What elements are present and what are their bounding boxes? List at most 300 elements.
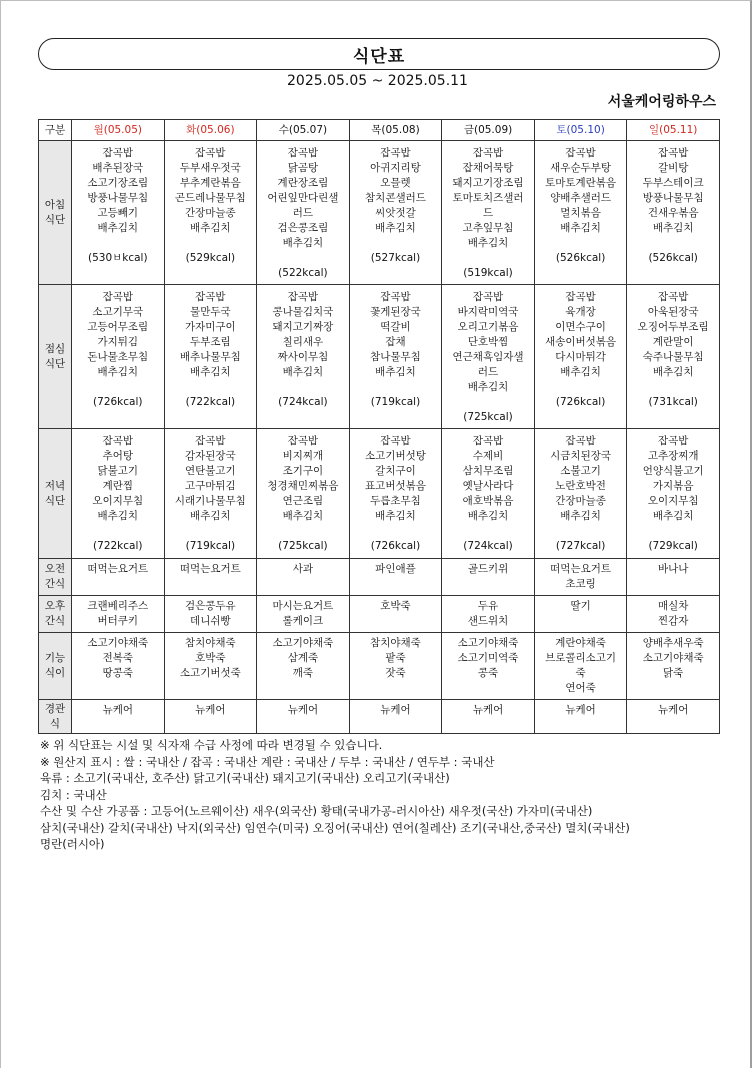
menu-item: 떡갈비: [380, 321, 411, 333]
menu-item: 수제비: [472, 450, 504, 462]
day-label: 금(05.09): [463, 123, 513, 136]
menu-item: 고등어무조림: [87, 321, 149, 333]
header-label: 구분: [39, 120, 72, 141]
menu-cell: [257, 429, 350, 559]
menu-item: 계란찜: [102, 480, 133, 492]
menu-item: 잡곡밥: [472, 435, 504, 447]
meal-row-label-line: 오전: [44, 563, 66, 575]
menu-item: 옛날사라다: [462, 480, 514, 492]
menu-item: 돼지고기짜장: [272, 321, 334, 333]
menu-item: 땅콩죽: [102, 667, 133, 679]
menu-cell: [164, 429, 257, 559]
menu-item: 깨죽: [292, 667, 314, 679]
menu-cell: [442, 559, 535, 596]
menu-item: 호박죽: [380, 600, 411, 612]
menu-cell: [534, 700, 627, 734]
menu-item: 배추김치: [190, 510, 231, 522]
menu-item: 갈치구이: [375, 465, 416, 477]
meal-row: [39, 429, 720, 559]
menu-item: 고추잎무침: [462, 222, 514, 234]
menu-item: 잣죽: [385, 667, 406, 679]
menu-item: 호박죽: [195, 652, 226, 664]
meal-row-label: [39, 559, 72, 596]
menu-cell: [72, 633, 165, 700]
meal-row-label-line: 식: [49, 717, 61, 730]
menu-item: 소고기무국: [92, 306, 144, 318]
menu-item: 잡곡밥: [287, 291, 319, 303]
meal-row-label-line: 경관: [44, 702, 66, 715]
meal-row-label-line: 식단: [44, 357, 66, 370]
day-header: [164, 120, 257, 141]
menu-item: 배추김치: [282, 366, 324, 378]
menu-item: 마시는요거트: [272, 600, 334, 612]
day-label: 화(05.06): [186, 123, 235, 136]
menu-cell: [442, 596, 535, 633]
meal-row-label-line: 아침: [44, 198, 66, 211]
menu-item: 드: [482, 207, 494, 219]
menu-cell: [164, 633, 257, 700]
menu-item: 데니쉬빵: [190, 615, 231, 627]
kcal-value: (529kcal): [185, 252, 236, 264]
menu-cell: [534, 141, 627, 285]
menu-cell: [72, 285, 165, 429]
meal-row: [39, 285, 720, 429]
menu-item: 오이지무침: [647, 495, 699, 507]
meal-row-label-line: 간식: [44, 578, 66, 590]
menu-cell: [349, 285, 442, 429]
menu-item: 물만두국: [190, 306, 231, 318]
menu-item: 잡곡밥: [565, 291, 596, 303]
day-label: 토(05.10): [556, 123, 605, 136]
menu-cell: [627, 285, 720, 429]
kcal-value: (526kcal): [555, 252, 606, 264]
meal-row-label-line: 오후: [44, 600, 66, 612]
meal-row-label-line: 기능: [44, 652, 66, 664]
meal-row: [39, 559, 720, 596]
menu-item: 배추김치: [97, 366, 139, 378]
menu-item: 감자된장국: [184, 450, 236, 462]
menu-item: 노란호박전: [555, 480, 606, 492]
menu-item: 잡채어묵탕: [462, 162, 514, 174]
menu-item: 샌드위치: [467, 615, 509, 627]
menu-item: 부추계란볶음: [179, 177, 241, 189]
meal-row: [39, 596, 720, 633]
menu-item: 잡곡밥: [380, 147, 411, 159]
note-line: 삼치(국내산) 갈치(국내산) 낙지(외국산) 임연수(미국) 오징어(국내산) 연어(칠레산) 조기(국내산,중국산) 멸치(국내산): [40, 820, 630, 835]
menu-item: 배추김치: [375, 366, 416, 378]
menu-item: 꽃게된장국: [370, 306, 421, 318]
menu-item: 잡곡밥: [380, 435, 411, 447]
menu-item: 골드키위: [467, 563, 509, 575]
day-label: 목(05.08): [371, 123, 420, 136]
menu-cell: [534, 559, 627, 596]
menu-item: 오믈렛: [380, 177, 411, 189]
menu-item: 연근채흑임자샐: [452, 351, 524, 363]
kcal-value: (725kcal): [463, 411, 513, 423]
menu-item: 잡곡밥: [287, 147, 319, 159]
menu-item: 시금치된장국: [550, 450, 612, 462]
menu-item: 버터쿠키: [97, 615, 139, 627]
menu-item: 잡곡밥: [565, 435, 596, 447]
menu-item: 배추김치: [560, 366, 601, 378]
menu-item: 닭곰탕: [287, 162, 319, 174]
menu-item: 떠먹는요거트: [87, 563, 149, 575]
menu-item: 롤케이크: [282, 615, 324, 627]
kcal-value: (526kcal): [648, 252, 698, 264]
day-header: [442, 120, 535, 141]
menu-item: 아귀지리탕: [370, 162, 421, 174]
menu-cell: [349, 700, 442, 734]
menu-item: 삼계죽: [287, 652, 319, 664]
menu-item: 소고기장조림: [87, 177, 149, 189]
menu-cell: [72, 700, 165, 734]
menu-item: 배추김치: [190, 222, 231, 234]
menu-item: 떠먹는요거트: [550, 563, 612, 575]
menu-item: 참치야채죽: [184, 637, 236, 649]
kcal-value: (530ㅂkcal): [87, 252, 148, 264]
menu-item: 잡곡밥: [287, 435, 319, 447]
menu-item: 배추김치: [467, 237, 509, 249]
menu-item: 언양식불고기: [642, 465, 704, 477]
menu-cell: [349, 633, 442, 700]
menu-cell: [627, 429, 720, 559]
menu-cell: [164, 700, 257, 734]
menu-item: 사과: [292, 563, 314, 575]
menu-cell: [534, 429, 627, 559]
menu-cell: [349, 429, 442, 559]
menu-item: 배추김치: [467, 510, 509, 522]
organization-name: 서울케어링하우스: [607, 94, 716, 110]
meal-row-label-line: 저녁: [44, 479, 66, 492]
menu-item: 소불고기: [560, 465, 601, 477]
menu-item: 배추김치: [375, 510, 416, 522]
menu-item: 청경채민찌볶음: [267, 480, 339, 492]
menu-cell: [627, 700, 720, 734]
menu-item: 건새우볶음: [647, 207, 699, 219]
menu-item: 잡곡밥: [657, 147, 689, 159]
menu-cell: [349, 596, 442, 633]
menu-item: 배추김치: [97, 222, 139, 234]
menu-item: 오이지무침: [92, 495, 144, 507]
notes: [40, 737, 740, 853]
menu-item: 멸치볶음: [560, 207, 601, 219]
meal-row-label: [39, 141, 72, 285]
menu-item: 방풍나물무침: [87, 192, 149, 204]
menu-item: 숙주나물무침: [642, 351, 704, 363]
menu-cell: [72, 429, 165, 559]
menu-item: 죽: [575, 667, 586, 679]
menu-item: 배추김치: [190, 366, 231, 378]
menu-item: 계란말이: [652, 336, 694, 348]
page-title: [38, 38, 720, 70]
menu-cell: [534, 633, 627, 700]
note-line: ※ 원산지 표시 : 쌀 : 국내산 / 잡곡 : 국내산 계란 : 국내산 / 두부 : 국내산 / 연두부 : 국내산: [40, 754, 495, 769]
menu-item: 소고기야채죽: [457, 637, 519, 649]
menu-item: 뉴케어: [565, 704, 596, 716]
menu-item: 뉴케어: [287, 704, 319, 716]
kcal-value: (729kcal): [648, 540, 698, 552]
menu-item: 방풍나물무침: [642, 192, 704, 204]
menu-cell: [257, 700, 350, 734]
menu-item: 배추나물무침: [179, 351, 241, 363]
day-header: [349, 120, 442, 141]
menu-item: 크랜베리주스: [87, 600, 149, 612]
menu-item: 고등빼기: [97, 207, 139, 219]
menu-cell: [164, 559, 257, 596]
day-header: [72, 120, 165, 141]
menu-cell: [257, 633, 350, 700]
menu-item: 두유: [477, 600, 499, 612]
meal-row-label: [39, 596, 72, 633]
menu-item: 어린잎만다린샐: [267, 192, 339, 204]
note-line: 수산 및 수산 가공품 : 고등어(노르웨이산) 새우(외국산) 황태(국내가공-러시아산) 새우젓(국산) 가자미(국내산): [40, 804, 593, 818]
menu-item: 잡곡밥: [472, 291, 504, 303]
menu-item: 참치야채죽: [370, 637, 421, 649]
menu-item: 소고기야채죽: [272, 637, 334, 649]
menu-item: 간장마늘종: [555, 495, 606, 507]
kcal-value: (719kcal): [370, 396, 421, 408]
menu-item: 조기구이: [282, 465, 324, 477]
menu-item: 오리고기볶음: [457, 321, 519, 333]
meal-row-label-line: 점심: [44, 342, 66, 355]
menu-cell: [627, 596, 720, 633]
menu-item: 칠리새우: [282, 336, 324, 348]
menu-item: 계란장조림: [277, 177, 329, 189]
menu-cell: [534, 285, 627, 429]
kcal-value: (731kcal): [648, 396, 698, 408]
menu-item: 배추김치: [652, 510, 694, 522]
menu-item: 짜사이무침: [277, 351, 329, 363]
menu-item: 곤드레나물무침: [174, 192, 246, 204]
title-text: 식단표: [352, 46, 406, 67]
menu-item: 씨앗젓갈: [375, 207, 416, 219]
menu-item: 잡곡밥: [472, 147, 504, 159]
menu-cell: [442, 700, 535, 734]
menu-cell: [627, 633, 720, 700]
menu-item: 잡곡밥: [102, 147, 133, 159]
menu-cell: [442, 285, 535, 429]
menu-item: 배추김치: [282, 510, 324, 522]
menu-item: 뉴케어: [657, 704, 689, 716]
menu-item: 파인애플: [375, 563, 416, 575]
meal-row-label-line: 식이: [44, 667, 66, 679]
meal-row: [39, 700, 720, 734]
meal-plan-table: [38, 119, 720, 734]
menu-cell: [257, 596, 350, 633]
meal-row-label: [39, 700, 72, 734]
menu-item: 잡곡밥: [102, 435, 133, 447]
menu-item: 잡곡밥: [195, 435, 226, 447]
meal-row-label-line: 식단: [44, 213, 66, 226]
menu-item: 전복죽: [102, 652, 133, 664]
menu-item: 뉴케어: [380, 704, 411, 716]
menu-item: 가지볶음: [652, 480, 694, 492]
meal-row: [39, 141, 720, 285]
menu-item: 검은콩조림: [277, 222, 329, 234]
menu-cell: [257, 141, 350, 285]
note-line: 김치 : 국내산: [40, 787, 107, 802]
menu-item: 다시마튀각: [555, 351, 606, 363]
menu-item: 두릅초무침: [370, 495, 421, 507]
menu-cell: [164, 141, 257, 285]
note-line: 명란(러시아): [40, 837, 105, 851]
menu-item: 잡채: [385, 336, 406, 348]
menu-item: 잡곡밥: [380, 291, 411, 303]
menu-item: 아욱된장국: [647, 306, 699, 318]
menu-item: 연어죽: [565, 682, 596, 694]
menu-cell: [442, 633, 535, 700]
day-label: 일(05.11): [648, 123, 698, 136]
menu-cell: [72, 596, 165, 633]
menu-item: 소고기야채죽: [87, 637, 149, 649]
menu-item: 잡곡밥: [657, 435, 689, 447]
menu-item: 바지락미역국: [457, 306, 519, 318]
menu-item: 고구마튀김: [184, 480, 236, 492]
kcal-value: (725kcal): [278, 540, 328, 552]
menu-item: 양배추새우죽: [642, 637, 704, 649]
menu-item: 단호박찜: [467, 336, 509, 348]
menu-item: 애호박볶음: [462, 495, 514, 507]
menu-cell: [257, 559, 350, 596]
menu-item: 잡곡밥: [195, 147, 226, 159]
menu-item: 갈비탕: [657, 162, 689, 174]
kcal-value: (722kcal): [93, 540, 143, 552]
menu-item: 배추된장국: [92, 162, 144, 174]
day-header: [627, 120, 720, 141]
menu-item: 잡곡밥: [657, 291, 689, 303]
menu-cell: [349, 559, 442, 596]
kcal-value: (724kcal): [278, 396, 328, 408]
day-header: [534, 120, 627, 141]
menu-cell: [164, 596, 257, 633]
menu-item: 닭죽: [663, 667, 684, 679]
menu-cell: [534, 596, 627, 633]
menu-item: 검은콩두유: [184, 600, 236, 612]
menu-item: 콩죽: [477, 667, 499, 679]
menu-item: 딸기: [570, 600, 591, 612]
menu-item: 뉴케어: [472, 704, 504, 716]
menu-item: 뉴케어: [102, 704, 133, 716]
menu-item: 러드: [477, 366, 499, 378]
meal-row-label: [39, 285, 72, 429]
menu-cell: [627, 559, 720, 596]
menu-item: 뉴케어: [195, 704, 226, 716]
menu-item: 초코링: [565, 578, 596, 590]
menu-item: 소고기미역죽: [457, 652, 519, 664]
menu-item: 육개장: [565, 306, 596, 318]
menu-item: 배추김치: [652, 366, 694, 378]
meal-row-label: [39, 429, 72, 559]
menu-cell: [627, 141, 720, 285]
menu-item: 비지찌개: [282, 450, 324, 462]
menu-item: 돈나물초무침: [87, 351, 149, 363]
meal-row-label-line: 식단: [44, 494, 66, 507]
menu-item: 소고기야채죽: [642, 652, 704, 664]
menu-item: 브로콜리소고기: [545, 652, 617, 664]
menu-item: 고추장찌개: [647, 450, 699, 462]
menu-item: 잡곡밥: [565, 147, 596, 159]
kcal-value: (519kcal): [463, 267, 513, 279]
table-header-row: [39, 120, 720, 141]
menu-item: 계란야채죽: [555, 637, 606, 649]
menu-item: 참나물무침: [370, 351, 421, 363]
menu-item: 배추김치: [467, 381, 509, 393]
menu-item: 배추김치: [652, 222, 694, 234]
kcal-value: (522kcal): [278, 267, 328, 279]
menu-item: 양배추샐러드: [550, 192, 612, 204]
menu-item: 간장마늘종: [184, 207, 236, 219]
menu-item: 배추김치: [282, 237, 324, 249]
menu-item: 떠먹는요거트: [179, 563, 241, 575]
menu-item: 바나나: [657, 563, 689, 575]
menu-item: 오징어두부조림: [637, 321, 709, 333]
day-label: 월(05.05): [93, 123, 142, 136]
kcal-value: (726kcal): [370, 540, 421, 552]
kcal-value: (527kcal): [370, 252, 421, 264]
menu-item: 추어탕: [102, 450, 133, 462]
date-range: 2025.05.05 ~ 2025.05.11: [287, 73, 468, 89]
menu-item: 새송이버섯볶음: [545, 336, 617, 348]
kcal-value: (726kcal): [555, 396, 606, 408]
menu-item: 표고버섯볶음: [365, 480, 426, 492]
day-header: [257, 120, 350, 141]
meal-row: [39, 633, 720, 700]
kcal-value: (724kcal): [463, 540, 513, 552]
kcal-value: (726kcal): [93, 396, 143, 408]
menu-cell: [349, 141, 442, 285]
menu-cell: [72, 559, 165, 596]
note-line: 육류 : 소고기(국내산, 호주산) 닭고기(국내산) 돼지고기(국내산) 오리고기(국내산): [40, 771, 450, 785]
kcal-value: (722kcal): [185, 396, 236, 408]
menu-item: 토마토치즈샐러: [452, 192, 524, 204]
note-line: ※ 위 식단표는 시설 및 식자재 수급 사정에 따라 변경될 수 있습니다.: [40, 738, 383, 752]
meal-row-label-line: 간식: [44, 615, 66, 627]
menu-item: 토마토계란볶음: [545, 177, 617, 189]
menu-item: 잡곡밥: [102, 291, 133, 303]
menu-item: 소고기버섯죽: [179, 667, 241, 679]
menu-item: 콩나물김치국: [272, 306, 334, 318]
menu-item: 배추김치: [97, 510, 139, 522]
menu-item: 연탄불고기: [184, 465, 236, 477]
menu-item: 팥죽: [385, 652, 406, 664]
kcal-value: (719kcal): [185, 540, 236, 552]
menu-item: 삼치무조림: [462, 465, 514, 477]
menu-item: 돼지고기장조림: [452, 177, 524, 189]
menu-item: 소고기버섯탕: [365, 450, 426, 462]
menu-item: 배추김치: [560, 510, 601, 522]
menu-item: 두부스테이크: [642, 177, 704, 189]
menu-item: 연근조림: [282, 495, 324, 507]
menu-cell: [257, 285, 350, 429]
day-label: 수(05.07): [278, 123, 328, 136]
menu-item: 두부새우젓국: [179, 162, 241, 174]
menu-item: 새우순두부탕: [550, 162, 612, 174]
menu-item: 가자미구이: [184, 321, 236, 333]
menu-item: 매실차: [657, 600, 689, 612]
menu-item: 두부조림: [190, 336, 231, 348]
menu-item: 가지튀김: [97, 336, 139, 348]
menu-item: 참치콘샐러드: [365, 192, 426, 204]
menu-item: 시래기나물무침: [174, 495, 246, 507]
menu-item: 러드: [292, 207, 314, 219]
menu-cell: [442, 141, 535, 285]
menu-item: 이면수구이: [555, 321, 606, 333]
menu-cell: [72, 141, 165, 285]
menu-item: 배추김치: [375, 222, 416, 234]
meal-row-label: [39, 633, 72, 700]
menu-cell: [164, 285, 257, 429]
menu-item: 배추김치: [560, 222, 601, 234]
